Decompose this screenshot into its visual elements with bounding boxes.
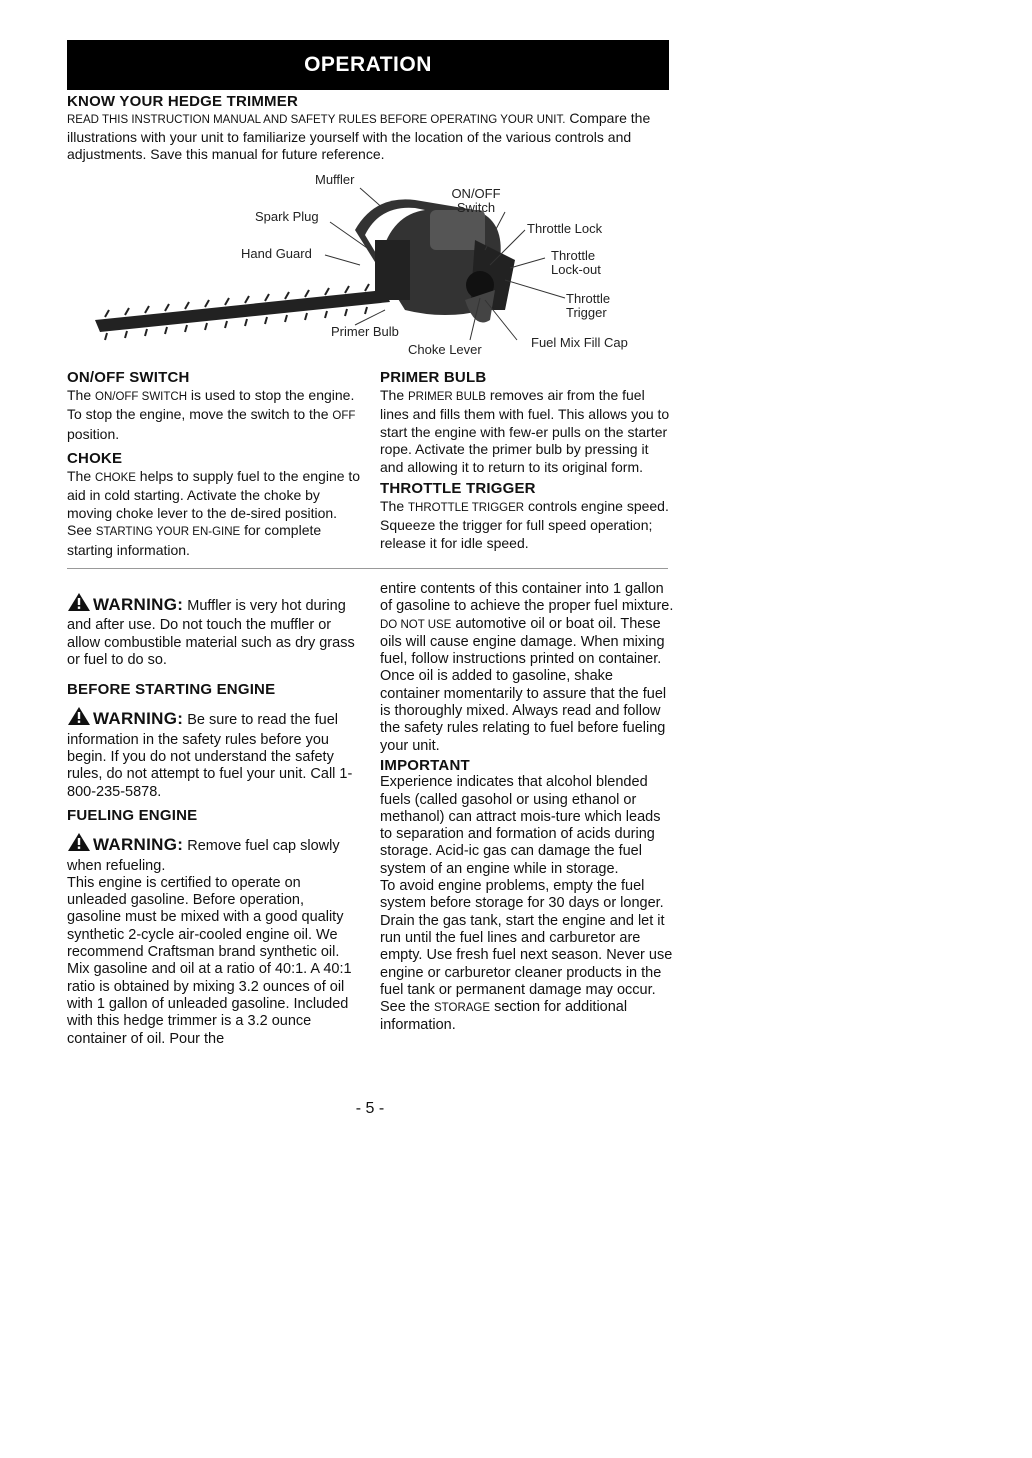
intro-block [67, 93, 672, 163]
important-heading: IMPORTANT [380, 756, 470, 774]
lower-left-column [67, 592, 362, 1048]
intro-caps: READ THIS INSTRUCTION MANUAL AND SAFETY RULES BEFORE OPERATING YOUR UNIT. [67, 114, 566, 126]
intro-paragraph [67, 110, 672, 163]
warning-triangle-icon [67, 592, 91, 617]
hedge-trimmer-diagram [85, 170, 655, 362]
fuel-cap-warning: WARNING: Remove fuel cap slowly when refueling. [67, 832, 362, 875]
section-title: OPERATION [304, 53, 432, 76]
upper-right-column [380, 369, 672, 552]
section-divider [67, 568, 668, 569]
primer-paragraph: The PRIMER BULB removes air from the fuel lines and fills them with fuel. This allows you to start the engine with few-er pulls on the starter rope. Activate the primer bulb by pressing it and allowing it to return to its original form. [380, 386, 670, 475]
choke-heading: CHOKE [67, 450, 123, 467]
label-throttle-lockout: Throttle Lock-out [551, 248, 601, 277]
throttle-paragraph: The THROTTLE TRIGGER controls engine speed. Squeeze the trigger for full speed operation; release it for idle speed. [380, 497, 669, 551]
primer-heading: PRIMER BULB [380, 369, 487, 386]
warning-triangle-icon [67, 832, 91, 857]
throttle-heading: THROTTLE TRIGGER [380, 480, 536, 497]
engine-illustration [355, 199, 515, 322]
onoff-heading: ON/OFF SWITCH [67, 369, 190, 386]
label-muffler: Muffler [315, 172, 355, 187]
important-paragraph: Experience indicates that alcohol blended fuels (called gasohol or using ethanol or methanol) can attract mois-ture which leads to separation and formation of acids during storage. Acid-ic gas can damage the fuel system of an engine while in storage. [380, 774, 661, 877]
storage-paragraph: To avoid engine problems, empty the fuel system before storage for 30 days or longer. Drain the gas tank, start the engine and let it run until the fuel lines and carburetor are empty. Use fresh fuel next season. Never use engine or carburetor cleaner products in the fuel tank or permanent damage may occur. See the STORAGE section for additional information. [380, 878, 673, 1034]
warning-triangle-icon [67, 706, 91, 731]
before-starting-heading: BEFORE STARTING ENGINE [67, 681, 276, 699]
label-throttle-trigger: Throttle Trigger [566, 291, 611, 320]
label-fuel-mix-fill-cap: Fuel Mix Fill Cap [531, 335, 628, 350]
intro-text: Compare the illustrations with your unit to familiarize yourself with the location of the various controls and adjustments. Save this manual for future reference. [67, 110, 651, 162]
muffler-warning: WARNING: Muffler is very hot during and after use. Do not touch the muffler or allow combustible material such as dry grass or fuel to do so. [67, 592, 362, 669]
label-throttle-lock: Throttle Lock [527, 221, 603, 236]
label-choke-lever: Choke Lever [408, 342, 482, 357]
lower-right-column [380, 581, 675, 1035]
label-on-off-switch: ON/OFF Switch [451, 186, 501, 215]
section-banner [67, 40, 669, 90]
choke-paragraph: The CHOKE helps to supply fuel to the engine to aid in cold starting. Activate the choke by moving choke lever to the de-sired position. See STARTING YOUR EN-GINE for complete starting information. [67, 467, 361, 558]
upper-left-column [67, 369, 362, 559]
label-spark-plug: Spark Plug [255, 209, 319, 224]
know-heading: KNOW YOUR HEDGE TRIMMER [67, 93, 298, 110]
fuel-paragraph: This engine is certified to operate on unleaded gasoline. Before operation, gasoline must be mixed with a good quality synthetic 2-cycle air-cooled engine oil. We recommend Craftsman brand synthetic oil. Mix gasoline and oil at a ratio of 40:1. A 40:1 ratio is obtained by mixing 3.2 ounces of oil with 1 gallon of unleaded gasoline. Included with this hedge trimmer is a 3.2 ounce container of oil. Pour the [67, 874, 352, 1047]
read-fuel-warning: WARNING: Be sure to read the fuel information in the safety rules before you begin. If you do not understand the safety rules, do not attempt to fuel your unit. Call 1-800-235-5878. [67, 706, 362, 800]
page-number: - 5 - [355, 1100, 385, 1117]
label-primer-bulb: Primer Bulb [331, 324, 399, 339]
onoff-paragraph: The ON/OFF SWITCH is used to stop the engine. To stop the engine, move the switch to the OFF position. [67, 386, 356, 442]
label-hand-guard: Hand Guard [241, 246, 312, 261]
fuel-mixture-paragraph: entire contents of this container into 1 gallon of gasoline to achieve the proper fuel mixture. DO NOT USE automotive oil or boat oil. These oils will cause engine damage. When mixing fuel, follow instructions printed on container. Once oil is added to gasoline, shake container momentarily to assure that the fuel is thoroughly mixed. Always read and follow the safety rules relating to fuel before fueling your unit. [380, 581, 674, 754]
fueling-engine-heading: FUELING ENGINE [67, 806, 198, 824]
